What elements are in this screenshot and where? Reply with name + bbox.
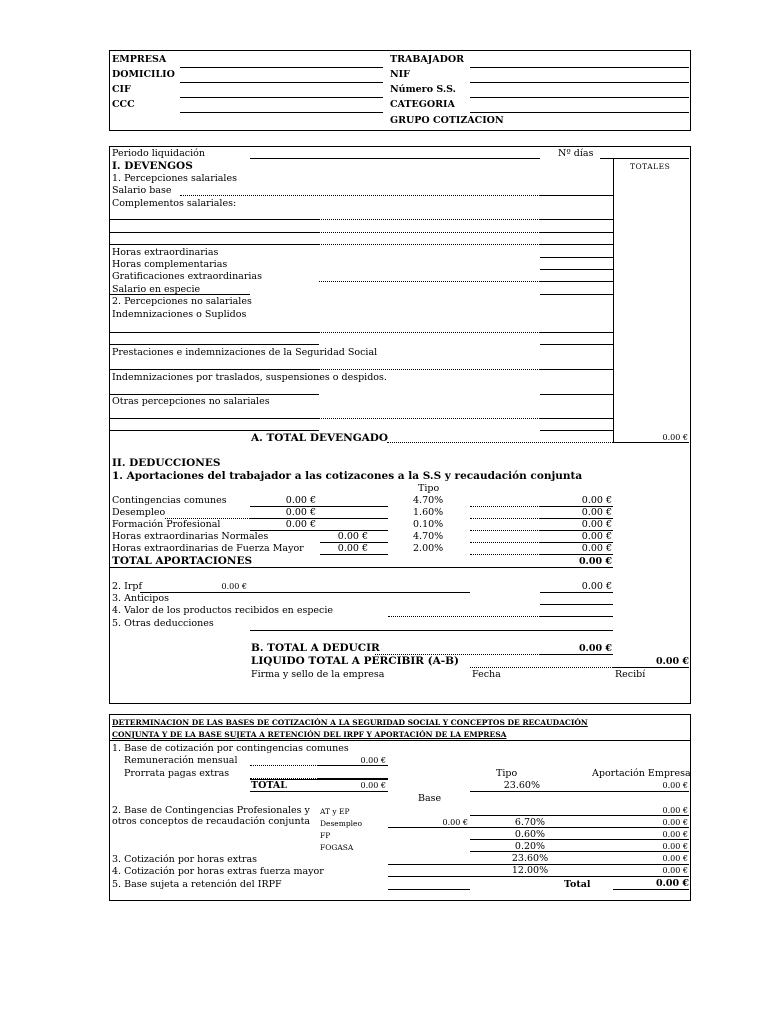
- horas-extra-label: Horas extraordinarias: [112, 247, 219, 258]
- totals-column-divider: [613, 158, 614, 442]
- nif-label: NIF: [390, 69, 410, 80]
- tipo-column-header: Tipo: [496, 768, 518, 779]
- perc-sal-label: 1. Percepciones salariales: [112, 173, 237, 184]
- aportacion-label: Horas extraordinarias Normales: [112, 531, 269, 542]
- fogasa-tipo: 0.20%: [514, 841, 546, 852]
- anticipos-line[interactable]: [540, 604, 613, 605]
- domicilio-label: DOMICILIO: [112, 69, 175, 80]
- bases-item-3: 3. Cotización por horas extras: [112, 854, 257, 865]
- domicilio-field[interactable]: [180, 82, 383, 83]
- fp-aportacion-line: [613, 839, 689, 840]
- liquido-line: [613, 667, 689, 668]
- bases-final-total-label: Total: [564, 879, 591, 890]
- cc-tipo-line: [470, 791, 613, 792]
- aportacion-dots: [470, 554, 540, 555]
- complemento-amount-1[interactable]: [540, 219, 613, 220]
- cif-label: CIF: [112, 84, 131, 95]
- aportacion-total: 0.00 €: [581, 507, 612, 518]
- item4-base-line[interactable]: [388, 876, 470, 877]
- fogasa-label: FOGASA: [320, 843, 354, 852]
- aportacion-column-header: Aportación Empresa: [592, 768, 691, 779]
- fp-tipo: 0.60%: [514, 829, 546, 840]
- numero-ss-label: Número S.S.: [390, 84, 456, 95]
- aportacion-tipo: 2.00%: [413, 543, 444, 554]
- aportacion-label: Formación Profesional: [112, 519, 221, 530]
- remuneracion-dots: [250, 765, 318, 766]
- fecha-label: Fecha: [472, 669, 501, 680]
- item3-base-line[interactable]: [388, 864, 470, 865]
- salario-base-dots: [180, 195, 540, 196]
- horas-extra-amount[interactable]: [540, 257, 613, 258]
- remuneracion-value[interactable]: 0.00 €: [360, 756, 386, 765]
- recibi-label: Recibí: [615, 669, 646, 680]
- desempleo-tipo-line: [470, 827, 613, 828]
- liquido-label: LIQUIDO TOTAL A PERCIBIR (A-B): [251, 655, 459, 667]
- aportacion-tipo: 0.10%: [413, 519, 444, 530]
- complementos-label: Complementos salariales:: [112, 198, 237, 209]
- valor-especie-dots: [388, 616, 540, 617]
- aportacion-base-line: [320, 554, 388, 555]
- aportacion-dots: [470, 530, 540, 531]
- periodo-label: Periodo liquidación: [112, 148, 205, 159]
- aportacion-label: Horas extraordinarias de Fuerza Mayor: [112, 543, 304, 554]
- otras-deducciones-line[interactable]: [250, 630, 613, 631]
- traslados-label: Indemnizaciones por traslados, suspensiones o despidos.: [112, 372, 387, 383]
- periodo-field[interactable]: [250, 158, 540, 159]
- bases-total-label: TOTAL: [251, 780, 287, 791]
- complemento-line-2[interactable]: [110, 232, 319, 233]
- aportacion-dots: [470, 518, 540, 519]
- total-aportaciones-line: [110, 567, 613, 568]
- nif-field[interactable]: [470, 82, 689, 83]
- total-devengado-value: 0.00 €: [662, 433, 688, 442]
- gratificaciones-dots: [319, 281, 540, 282]
- bases-item-5: 5. Base sujeta a retención del IRPF: [112, 879, 282, 890]
- complemento-dots-2: [319, 232, 540, 233]
- complemento-amount-3[interactable]: [540, 244, 613, 245]
- cc-tipo: 23.60%: [503, 780, 540, 791]
- atep-aportacion: 0.00 €: [662, 806, 688, 815]
- total-deducir-value: 0.00 €: [578, 643, 612, 654]
- otras-line-1[interactable]: [110, 418, 319, 419]
- totales-label: TOTALES: [630, 162, 671, 171]
- aportacion-total: 0.00 €: [581, 519, 612, 530]
- gratificaciones-label: Gratificaciones extraordinarias: [112, 271, 262, 282]
- irpf-total: 0.00 €: [581, 581, 612, 592]
- fogasa-tipo-line: [470, 851, 613, 852]
- otras-deducciones-label: 5. Otras deducciones: [112, 618, 214, 629]
- prestaciones-label: Prestaciones e indemnizaciones de la Seguridad Social: [112, 347, 378, 358]
- perc-no-sal-label: 2. Percepciones no salariales: [112, 296, 252, 307]
- aportacion-total: 0.00 €: [581, 495, 612, 506]
- bases-heading-2: CONJUNTA Y DE LA BASE SUJETA A RETENCIÓN DEL IRPF Y APORTACIÓN DE LA EMPRESA: [112, 730, 507, 739]
- remuneracion-label: Remuneración mensual: [124, 755, 238, 766]
- atep-aportacion-line: [613, 815, 689, 816]
- desempleo-aportacion-line: [613, 827, 689, 828]
- desempleo-label: Desempleo: [320, 819, 363, 828]
- aportacion-base[interactable]: 0.00 €: [285, 495, 316, 506]
- desempleo-base[interactable]: 0.00 €: [442, 818, 468, 827]
- suplidos-line-2[interactable]: [110, 344, 319, 345]
- aportacion-total-line: [540, 554, 613, 555]
- dias-field[interactable]: [600, 158, 689, 159]
- irpf-base-line: [140, 592, 470, 593]
- categoria-label: CATEGORIA: [390, 99, 455, 110]
- aportacion-label: Desempleo: [112, 507, 166, 518]
- bases-item-4: 4. Cotización por horas extras fuerza mayor: [112, 866, 324, 877]
- total-deducir-line: [540, 654, 613, 655]
- aportacion-tipo: 4.70%: [413, 531, 444, 542]
- item5-base-line[interactable]: [388, 889, 470, 890]
- item4-tipo-line: [470, 876, 613, 877]
- item4-aportacion: 0.00 €: [662, 866, 688, 875]
- deducciones-subtitle: 1. Aportaciones del trabajador a las cotizacones a la S.S y recaudación conjunta: [112, 470, 583, 482]
- aportacion-dots: [470, 542, 540, 543]
- suplidos-amount-2[interactable]: [540, 344, 613, 345]
- bases-heading-1: DETERMINACION DE LAS BASES DE COTIZACIÓN A LA SEGURIDAD SOCIAL Y CONCEPTOS DE RECAUDACIÓN: [112, 718, 588, 727]
- base-column-header: Base: [418, 793, 442, 804]
- empresa-label: EMPRESA: [112, 54, 167, 65]
- bases-heading-divider: [110, 740, 690, 741]
- aportacion-dots: [470, 506, 540, 507]
- bases-final-total-line: [613, 889, 689, 890]
- prestaciones-line[interactable]: [110, 369, 319, 370]
- bases-total-value: 0.00 €: [360, 781, 386, 790]
- bases-final-total-value: 0.00 €: [655, 878, 689, 889]
- aportacion-base[interactable]: 0.00 €: [285, 519, 316, 530]
- ccc-field[interactable]: [180, 112, 383, 113]
- total-devengado-dots: [387, 442, 613, 443]
- total-aportaciones-label: TOTAL APORTACIONES: [112, 555, 253, 567]
- especie-label: Salario en especie: [112, 284, 201, 295]
- prestaciones-amount[interactable]: [540, 369, 613, 370]
- otras-line-2[interactable]: [110, 430, 319, 431]
- aportacion-tipo: 4.70%: [413, 495, 444, 506]
- suplidos-dots-1: [319, 332, 540, 333]
- especie-amount[interactable]: [540, 294, 613, 295]
- prestaciones-dots: [319, 369, 540, 370]
- item4-aportacion-line: [613, 876, 689, 877]
- atep-tipo-line[interactable]: [470, 815, 613, 816]
- indemn-suplidos-label: Indemnizaciones o Suplidos: [112, 309, 247, 320]
- desempleo-base-line: [388, 827, 470, 828]
- aportacion-base[interactable]: 0.00 €: [285, 507, 316, 518]
- complemento-dots-1: [319, 219, 540, 220]
- otras-dots-1: [319, 418, 540, 419]
- suplidos-line-1[interactable]: [110, 332, 319, 333]
- aportacion-label: Contingencias comunes: [112, 495, 227, 506]
- cc-aportacion: 0.00 €: [662, 781, 688, 790]
- traslados-line[interactable]: [110, 394, 319, 395]
- aportacion-base[interactable]: 0.00 €: [337, 543, 368, 554]
- aportacion-total: 0.00 €: [581, 531, 612, 542]
- remuneracion-line: [318, 765, 388, 766]
- categoria-field[interactable]: [470, 112, 689, 113]
- salario-base-amount[interactable]: [540, 195, 613, 196]
- aportacion-total: 0.00 €: [581, 543, 612, 554]
- valor-especie-line[interactable]: [540, 616, 613, 617]
- horas-comp-amount[interactable]: [540, 269, 613, 270]
- empresa-field[interactable]: [180, 67, 383, 68]
- liquido-value: 0.00 €: [655, 656, 689, 667]
- firma-label: Firma y sello de la empresa: [251, 669, 385, 680]
- cif-field[interactable]: [180, 97, 383, 98]
- fp-tipo-line: [470, 839, 613, 840]
- irpf-base[interactable]: 0.00 €: [221, 582, 247, 591]
- devengos-title: I. DEVENGOS: [112, 160, 193, 172]
- aportacion-base[interactable]: 0.00 €: [337, 531, 368, 542]
- deducciones-title: II. DEDUCCIONES: [112, 457, 221, 469]
- otras-amount-2[interactable]: [540, 430, 613, 431]
- bases-item-2b: otros conceptos de recaudación conjunta: [112, 816, 311, 827]
- complemento-dots-3: [319, 244, 540, 245]
- bases-item-1: 1. Base de cotización por contingencias comunes: [112, 743, 349, 754]
- ccc-label: CCC: [112, 99, 135, 110]
- cc-aportacion-line: [613, 791, 689, 792]
- traslados-amount[interactable]: [540, 394, 613, 395]
- item4-tipo: 12.00%: [511, 865, 549, 876]
- bases-item-2a: 2. Base de Contingencias Profesionales y: [112, 805, 310, 816]
- total-devengado-label: A. TOTAL DEVENGADO: [251, 432, 389, 444]
- trabajador-field[interactable]: [470, 67, 689, 68]
- tipo-header: Tipo: [418, 483, 440, 494]
- irpf-label: 2. Irpf: [112, 581, 142, 592]
- numero-ss-field[interactable]: [470, 97, 689, 98]
- otras-amount-1[interactable]: [540, 418, 613, 419]
- item3-aportacion: 0.00 €: [662, 854, 688, 863]
- total-aportaciones-value: 0.00 €: [578, 556, 612, 567]
- dias-label: Nº días: [558, 148, 594, 159]
- anticipos-label: 3. Anticipos: [112, 593, 169, 604]
- complemento-line-3[interactable]: [110, 244, 319, 245]
- aportacion-tipo: 1.60%: [413, 507, 444, 518]
- fp-label: FP: [320, 831, 331, 840]
- fogasa-aportacion: 0.00 €: [662, 842, 688, 851]
- item3-tipo: 23.60%: [511, 853, 549, 864]
- grupo-cotizacion-label: GRUPO COTIZACION: [390, 115, 504, 126]
- valor-especie-label: 4. Valor de los productos recibidos en especie: [112, 605, 334, 616]
- prorrata-label: Prorrata pagas extras: [124, 768, 230, 779]
- suplidos-amount-1[interactable]: [540, 332, 613, 333]
- bases-total-line: [250, 791, 388, 792]
- total-deducir-label: B. TOTAL A DEDUCIR: [251, 642, 380, 654]
- especie-line: [110, 294, 250, 295]
- fp-aportacion: 0.00 €: [662, 830, 688, 839]
- fogasa-aportacion-line: [613, 851, 689, 852]
- gratificaciones-amount[interactable]: [540, 281, 613, 282]
- complemento-line-1[interactable]: [110, 219, 319, 220]
- irpf-total-line: [540, 592, 613, 593]
- otras-percepciones-label: Otras percepciones no salariales: [112, 396, 270, 407]
- trabajador-label: TRABAJADOR: [390, 54, 465, 65]
- salario-base-label: Salario base: [112, 185, 172, 196]
- complemento-amount-2[interactable]: [540, 232, 613, 233]
- desempleo-aportacion: 0.00 €: [662, 818, 688, 827]
- atep-label: AT y EP: [320, 807, 350, 816]
- horas-comp-label: Horas complementarias: [112, 259, 228, 270]
- desempleo-tipo: 6.70%: [514, 817, 546, 828]
- liquido-dots: [470, 667, 613, 668]
